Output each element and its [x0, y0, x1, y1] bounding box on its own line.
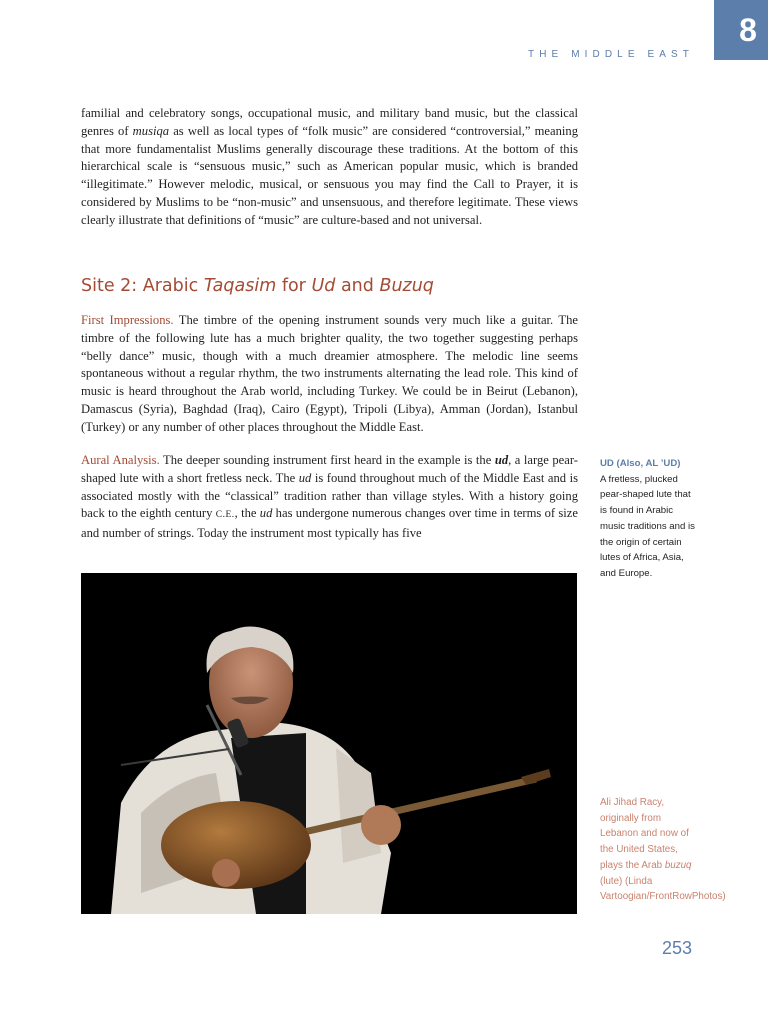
caption-text: Ali Jihad Racy, originally from Lebanon and now of the United States, plays the Arab: [600, 797, 689, 871]
caption-term-buzuq: buzuq: [664, 859, 692, 871]
heading-term-buzuq: Buzuq: [379, 276, 434, 296]
glossary-sidebar: [600, 456, 700, 582]
paragraph-aural-analysis: [81, 452, 578, 543]
chapter-number: 8: [739, 11, 757, 48]
running-head: THE MIDDLE EAST: [528, 49, 694, 60]
term-ud: ud: [298, 470, 312, 485]
heading-prefix: Site 2: Arabic: [81, 276, 204, 296]
term-ud: ud: [494, 453, 509, 467]
heading-term-taqasim: Taqasim: [203, 276, 277, 296]
paragraph-first-impressions: [81, 312, 578, 437]
paragraph-text: The timbre of the opening instrument sounds very much like a guitar. The timbre of the following lute has a much brighter quality, the two together suggesting perhaps “belly dance” music, though with a much dreamier atmosphere. The melodic line seems spontaneous without a regular rhythm, the two instruments alternating the lead role. This kind of music is heard throughout the Arab world, including Turkey. We could be in Beirut (Lebanon), Damascus (Syria), Baghdad (Iraq), Cairo (Egypt), Tripoli (Libya), Amman (Jordan), Istanbul (Turkey) or any number of other places throughout the Middle East.: [81, 313, 578, 434]
heading-joiner: for: [276, 276, 312, 296]
paragraph-text: , a large pear-shaped lute with a short fretless neck. The: [81, 453, 578, 485]
performer-photo: [81, 573, 577, 914]
caption-text: (lute) (Linda Vartoogian/FrontRowPhotos): [600, 875, 726, 903]
chapter-tab: [714, 0, 768, 60]
glossary-definition: A fretless, plucked pear-shaped lute that is found in Arabic music traditions and is the origin of certain lutes of Africa, Asia, and Europe.: [600, 473, 695, 579]
paragraph-text: is found throughout much of the Middle East and is associated mostly with the “classical” tradition rather than village styles. With a history going back to the eighth century: [81, 470, 578, 521]
runin-first-impressions: First Impressions.: [81, 313, 174, 327]
photo-caption: [600, 795, 726, 905]
paragraph-text: The deeper sounding instrument first heard in the example is the: [159, 453, 495, 467]
paragraph-intro: [81, 105, 578, 230]
photo-illustration: [81, 573, 577, 914]
paragraph-text: , the: [234, 506, 260, 521]
term-ud: ud: [259, 506, 273, 521]
paragraph-text: familial and celebratory songs, occupational music, and military band music, but the classical genres of: [81, 106, 578, 138]
heading-joiner: and: [335, 276, 380, 296]
heading-term-ud: Ud: [311, 276, 336, 296]
page-number: 253: [661, 938, 692, 958]
section-heading: [81, 276, 434, 296]
paragraph-text: as well as local types of “folk music” are considered “controversial,” meaning that more fundamentalist Muslims generally discourage these traditions. At the bottom of this hierarchical scale is “sensuous music,” such as American popular music, which is branded “illegitimate.” However melodic, musical, or sensuous you may find the Call to Prayer, it is considered by Muslims to be “non-music” and unsensuous, and therefore legitimate. These views clearly illustrate that definitions of “music” are culture-based and not universal.: [81, 123, 579, 227]
term-musiqa: musiqa: [132, 123, 170, 138]
era-abbrev: C.E.: [215, 510, 235, 521]
runin-aural-analysis: Aural Analysis.: [81, 453, 160, 467]
glossary-term: UD (Also, AL ’UD): [600, 458, 681, 469]
paragraph-text: has undergone numerous changes over time in terms of size and number of strings. Today the instrument most typically has five: [81, 506, 578, 541]
